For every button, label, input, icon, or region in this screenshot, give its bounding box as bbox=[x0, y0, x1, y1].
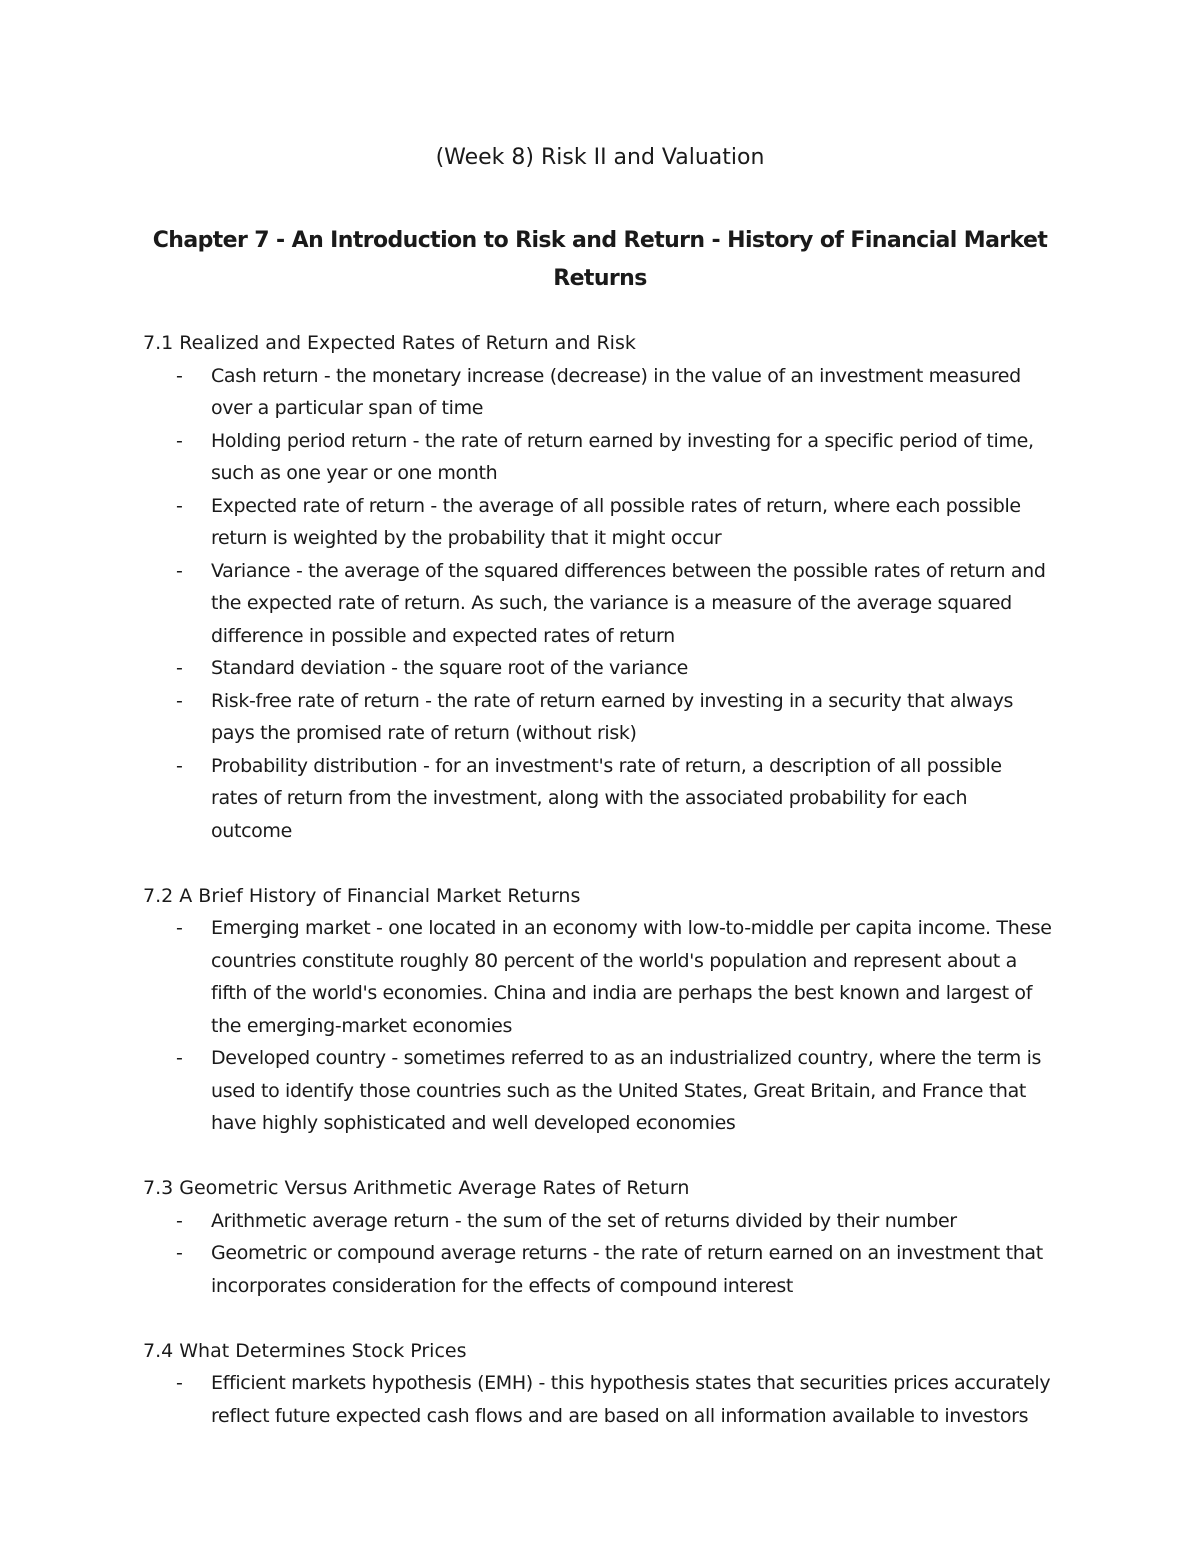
list-item bbox=[143, 1042, 1053, 1140]
bullet-list bbox=[143, 1367, 1053, 1432]
bullet-dash-icon: - bbox=[176, 1209, 183, 1232]
bullet-dash-icon: - bbox=[176, 689, 183, 712]
bullet-dash-icon: - bbox=[176, 754, 183, 777]
bullet-text: Probability distribution - for an investment's rate of return, a description of all possible rates of return from the investment, along with the associated probability for each outcome bbox=[211, 754, 1002, 842]
bullet-dash-icon: - bbox=[176, 1372, 183, 1394]
bullet-dash-icon: - bbox=[176, 1242, 183, 1264]
bullet-dash-icon: - bbox=[176, 364, 183, 387]
list-item bbox=[143, 685, 1053, 750]
list-item bbox=[143, 750, 1053, 848]
section-heading: 7.1 Realized and Expected Rates of Return and Risk bbox=[143, 332, 636, 354]
list-item bbox=[143, 912, 1053, 1042]
list-item bbox=[143, 555, 1053, 653]
document-title: (Week 8) Risk II and Valuation bbox=[435, 145, 765, 170]
list-item bbox=[143, 360, 1053, 425]
bullet-text: Variance - the average of the squared differences between the possible rates of return and the expected rate of return. As such, the variance is a measure of the average squared difference in possible and expected rates of return bbox=[211, 559, 1046, 647]
section-2 bbox=[143, 880, 1053, 1140]
list-item bbox=[143, 490, 1053, 555]
list-item bbox=[143, 1237, 1053, 1302]
bullet-dash-icon: - bbox=[176, 559, 183, 582]
bullet-text: Efficient markets hypothesis (EMH) - this hypothesis states that securities prices accurately reflect future expected cash flows and are based on all information available to investors bbox=[211, 1372, 1051, 1427]
list-item bbox=[143, 652, 1053, 685]
section-1 bbox=[143, 327, 1053, 847]
section-4 bbox=[143, 1335, 1053, 1433]
document-body bbox=[143, 327, 1053, 1465]
bullet-text: Expected rate of return - the average of all possible rates of return, where each possible return is weighted by the probability that it might occur bbox=[211, 494, 1021, 549]
section-3 bbox=[143, 1172, 1053, 1302]
bullet-dash-icon: - bbox=[176, 657, 183, 679]
bullet-text: Holding period return - the rate of return earned by investing for a specific period of time, such as one year or one month bbox=[211, 429, 1034, 484]
list-item bbox=[143, 425, 1053, 490]
bullet-dash-icon: - bbox=[176, 1047, 183, 1069]
bullet-text: Developed country - sometimes referred to as an industrialized country, where the term is used to identify those countries such as the United States, Great Britain, and France that have highly sophisticated and well developed economies bbox=[211, 1047, 1042, 1134]
list-item bbox=[143, 1205, 1053, 1238]
bullet-list bbox=[143, 360, 1053, 848]
bullet-text: Geometric or compound average returns - the rate of return earned on an investment that incorporates consideration for the effects of compound interest bbox=[211, 1242, 1043, 1297]
bullet-text: Standard deviation - the square root of the variance bbox=[211, 657, 689, 679]
bullet-list bbox=[143, 1205, 1053, 1303]
bullet-text: Arithmetic average return - the sum of the set of returns divided by their number bbox=[211, 1209, 957, 1232]
bullet-text: Cash return - the monetary increase (decrease) in the value of an investment measured over a particular span of time bbox=[211, 364, 1021, 419]
bullet-dash-icon: - bbox=[176, 917, 183, 939]
bullet-text: Emerging market - one located in an economy with low-to-middle per capita income. These countries constitute roughly 80 percent of the world's population and represent about a fifth of the world's economies. China and india are perhaps the best known and largest of the emerging-market economies bbox=[211, 917, 1052, 1037]
bullet-dash-icon: - bbox=[176, 494, 183, 517]
bullet-text: Risk-free rate of return - the rate of return earned by investing in a security that always pays the promised rate of return (without risk) bbox=[211, 689, 1014, 744]
section-heading: 7.2 A Brief History of Financial Market Returns bbox=[143, 884, 581, 907]
section-heading: 7.4 What Determines Stock Prices bbox=[143, 1339, 467, 1362]
bullet-list bbox=[143, 912, 1053, 1140]
section-heading: 7.3 Geometric Versus Arithmetic Average Rates of Return bbox=[143, 1177, 690, 1199]
bullet-dash-icon: - bbox=[176, 429, 183, 452]
list-item bbox=[143, 1367, 1053, 1432]
chapter-title: Chapter 7 - An Introduction to Risk and Return - History of Financial Market Returns bbox=[152, 228, 1048, 291]
